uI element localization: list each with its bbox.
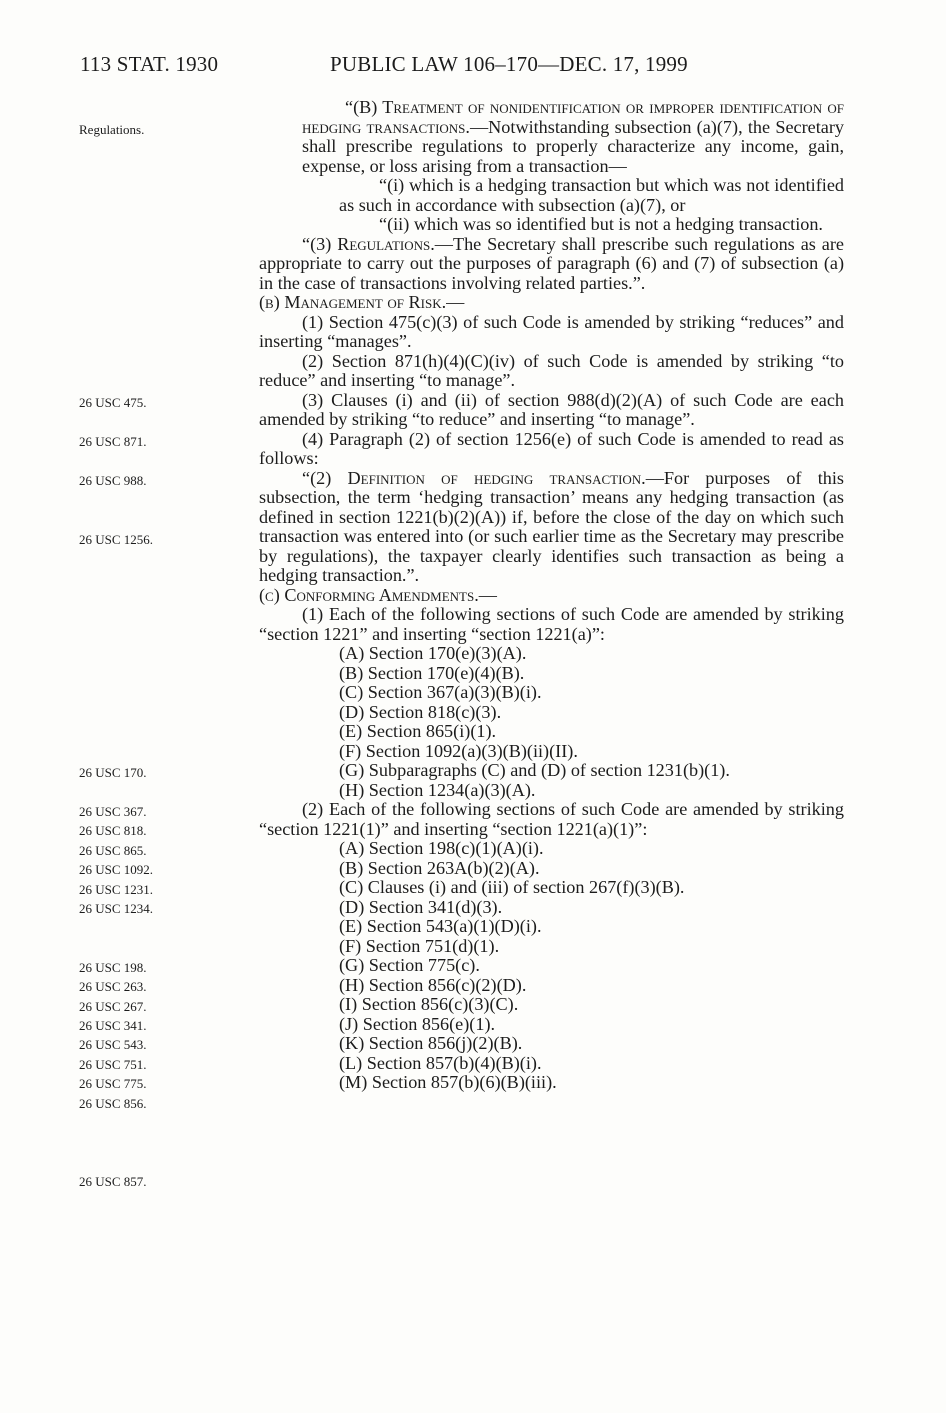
subparagraph-b-text (302, 98, 844, 176)
list-item: (G) Section 775(c). (339, 955, 480, 975)
page-header-stat: 113 STAT. 1930 (80, 52, 219, 76)
margin-note: 26 USC 170. (79, 765, 147, 780)
margin-note: 26 USC 775. (79, 1076, 147, 1091)
conforming-paragraph-1: (1) Each of the following sections of such Code are amended by striking “section 1221” and inserting “section 1221(a)”: (259, 604, 844, 644)
paragraph-2: (2) Section 871(h)(4)(C)(iv) of such Code is amended by striking “to reduce” and inserting “to manage”. (259, 350, 844, 390)
clause-i: “(i) which is a hedging transaction but which was not identified as such in accordance with subsection (a)(7), or (339, 175, 844, 215)
list-item: (G) Subparagraphs (C) and (D) of section 1231(b)(1). (339, 760, 730, 780)
list-item: (F) Section 1092(a)(3)(B)(ii)(II). (339, 740, 578, 761)
list-item: (L) Section 857(b)(4)(B)(i). (339, 1052, 542, 1073)
regulations-text: —The Secretary shall prescribe such regulations as are appropriate to carry out the purposes of paragraph (6) and (7) of subsection (a) in the case of transactions involving related parties.”. (259, 233, 844, 293)
margin-note: 26 USC 988. (79, 473, 147, 488)
margin-note: 26 USC 341. (79, 1018, 147, 1033)
conforming-paragraph-2: (2) Each of the following sections of such Code are amended by striking “section 1221(1)” and inserting “section 1221(a)(1)”: (259, 799, 844, 839)
margin-note: Regulations. (79, 122, 145, 137)
paragraph-1: (1) Section 475(c)(3) of such Code is amended by striking “reduces” and inserting “manages”. (259, 311, 844, 351)
margin-note: 26 USC 1234. (79, 901, 154, 916)
margin-note: 26 USC 1231. (79, 882, 154, 897)
paragraph-4: (4) Paragraph (2) of section 1256(e) of such Code is amended to read as follows: (259, 428, 844, 468)
list-item: (B) Section 170(e)(4)(B). (339, 662, 525, 683)
section-heading-b (259, 293, 844, 313)
list-item: (B) Section 263A(b)(2)(A). (339, 857, 540, 878)
list-item: (H) Section 856(c)(2)(D). (339, 974, 527, 995)
regulations-heading: “(3) Regulations. (302, 233, 435, 254)
list-item: (I) Section 856(c)(3)(C). (339, 994, 519, 1014)
margin-note: 26 USC 751. (79, 1057, 147, 1072)
margin-note: 26 USC 263. (79, 979, 147, 994)
management-heading: (b) Management of Risk. (259, 292, 447, 312)
margin-note: 26 USC 857. (79, 1174, 147, 1189)
clause-ii: “(ii) which was so identified but is not a hedging transaction. (379, 214, 823, 234)
list-item: (E) Section 543(a)(1)(D)(i). (339, 916, 542, 936)
clauses (259, 176, 844, 235)
list-item: (E) Section 865(i)(1). (339, 721, 497, 741)
margin-note: 26 USC 818. (79, 823, 147, 838)
definition-heading: “(2) Definition of hedging transaction. (302, 467, 646, 488)
section-heading-c (259, 586, 844, 606)
list-item: (A) Section 170(e)(3)(A). (339, 643, 527, 663)
definition-paragraph (259, 469, 844, 586)
list-item: (H) Section 1234(a)(3)(A). (339, 779, 536, 800)
list-item: (F) Section 751(d)(1). (339, 935, 500, 956)
subparagraph-b (259, 98, 844, 176)
page-header-law: PUBLIC LAW 106–170—DEC. 17, 1999 (330, 52, 688, 76)
margin-note: 26 USC 865. (79, 843, 147, 858)
margin-note: 26 USC 543. (79, 1037, 147, 1052)
list-item: (D) Section 341(d)(3). (339, 896, 503, 917)
margin-note: 26 USC 475. (79, 395, 147, 410)
subparagraph-b-body: —Notwithstanding subsection (a)(7), the Secretary shall prescribe regulations to properly characterize any income, gain, expense, or loss arising from a transaction— (302, 116, 844, 176)
conforming-dash: — (478, 584, 497, 605)
list-item: (D) Section 818(c)(3). (339, 701, 502, 722)
margin-note: 26 USC 871. (79, 434, 147, 449)
subparagraph-b-heading: “(B) Treatment of nonidentification or improper identification of hedging transactions. (302, 97, 844, 137)
margin-note: 26 USC 198. (79, 960, 147, 975)
margin-note: 26 USC 267. (79, 999, 147, 1014)
conforming-heading: (c) Conforming Amendments. (259, 584, 479, 605)
definition-text: —For purposes of this subsection, the term ‘hedging transaction’ means any hedging transaction (as defined in section 1221(b)(2)(A)) if, before the close of the day on which such transaction was entered into (or such earlier time as the Secretary may prescribe by regulations), the taxpayer clearly identifies such transaction as being a hedging transaction.”. (259, 467, 844, 585)
regulations-paragraph (259, 235, 844, 294)
list-item: (J) Section 856(e)(1). (339, 1013, 496, 1034)
margin-note: 26 USC 1256. (79, 532, 154, 547)
margin-note: 26 USC 367. (79, 804, 147, 819)
list-item: (A) Section 198(c)(1)(A)(i). (339, 838, 544, 858)
management-dash: — (446, 292, 465, 312)
list-item: (M) Section 857(b)(6)(B)(iii). (339, 1072, 557, 1092)
list-item: (C) Clauses (i) and (iii) of section 267(f)(3)(B). (339, 877, 685, 897)
list-item: (K) Section 856(j)(2)(B). (339, 1033, 523, 1053)
margin-note: 26 USC 1092. (79, 862, 154, 877)
statute-body (259, 98, 844, 1093)
list-item: (C) Section 367(a)(3)(B)(i). (339, 682, 542, 702)
margin-note: 26 USC 856. (79, 1096, 147, 1111)
paragraph-3: (3) Clauses (i) and (ii) of section 988(d)(2)(A) of such Code are each amended by striking “to reduce” and inserting “to manage”. (259, 389, 844, 429)
